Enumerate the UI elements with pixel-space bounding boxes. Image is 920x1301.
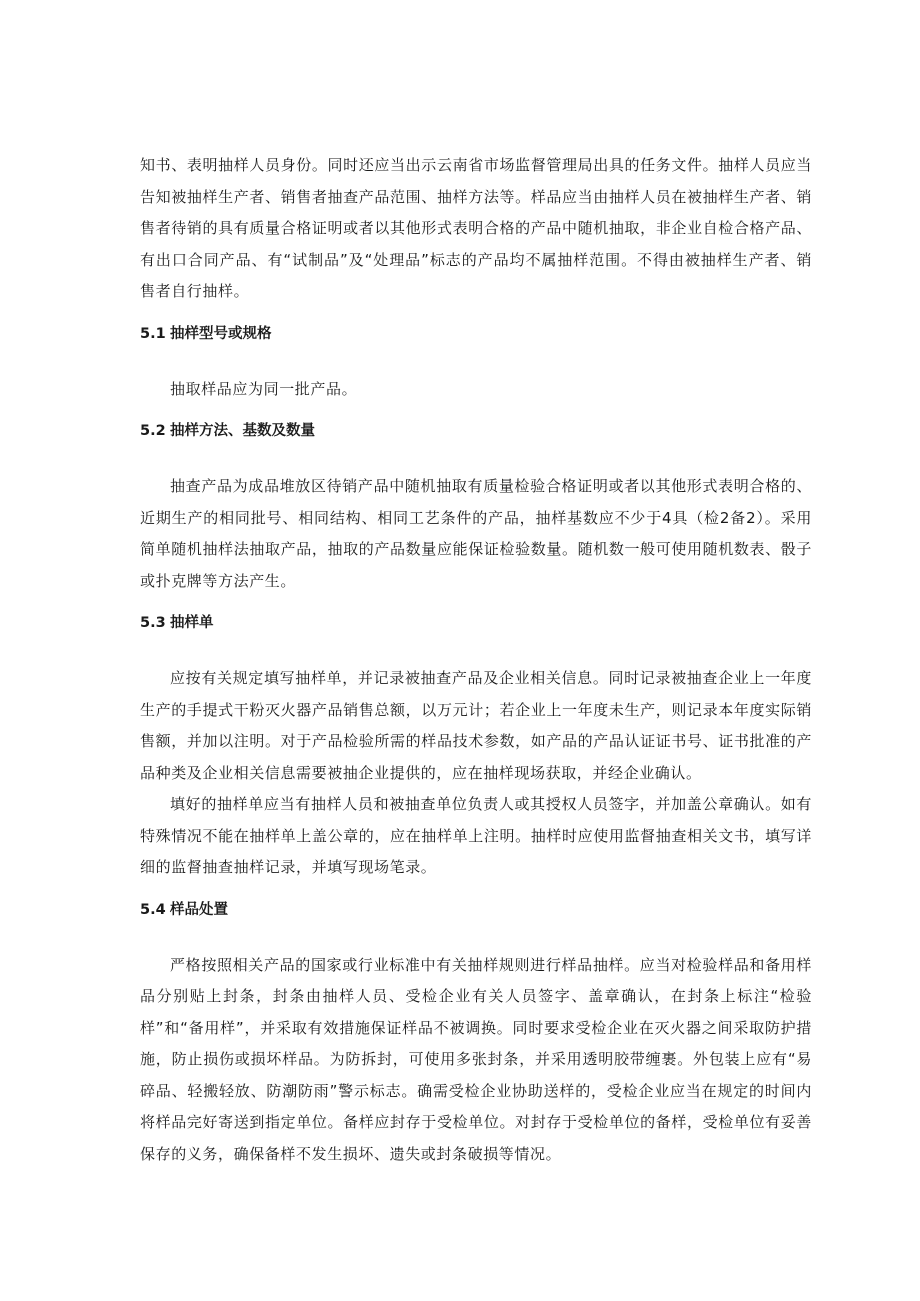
section-title: 抽样方法、基数及数量 [170, 423, 315, 439]
section-heading-5-3 [140, 609, 812, 637]
section-heading-5-1 [140, 320, 812, 348]
section-heading-5-4 [140, 896, 812, 924]
spacer [140, 348, 812, 374]
section-number: 5.4 [140, 901, 166, 918]
section-paragraph: 应按有关规定填写抽样单，并记录被抽查产品及企业相关信息。同时记录被抽查企业上一年度生产的手提式干粉灭火器产品销售总额，以万元计；若企业上一年度未生产，则记录本年度实际销售额，并加以注明。对于产品检验所需的样品技术参数，如产品的产品认证证书号、证书批准的产品种类及企业相关信息需要被抽企业提供的，应在抽样现场获取，并经企业确认。 [140, 669, 812, 782]
spacer [140, 637, 812, 663]
section-paragraph: 严格按照相关产品的国家或行业标准中有关抽样规则进行样品抽样。应当对检验样品和备用样品分别贴上封条，封条由抽样人员、受检企业有关人员签字、盖章确认，在封条上标注“检验样”和“备用样”，并采取有效措施保证样品不被调换。同时要求受检企业在灭火器之间采取防护措施，防止损伤或损坏样品。为防拆封，可使用多张封条，并采用透明胶带缠裹。外包装上应有“易碎品、轻搬轻放、防潮防雨”警示标志。确需受检企业协助送样的，受检企业应当在规定的时间内将样品完好寄送到指定单位。备样应封存于受检单位。对封存于受检单位的备样，受检单位有妥善保存的义务，确保备样不发生损坏、遗失或封条破损等情况。 [140, 955, 812, 1163]
section-paragraph: 抽取样品应为同一批产品。 [170, 379, 358, 398]
section-number: 5.1 [140, 325, 166, 342]
spacer [140, 597, 812, 609]
spacer [140, 884, 812, 896]
section-paragraph: 填好的抽样单应当有抽样人员和被抽查单位负责人或其授权人员签字，并加盖公章确认。如有特殊情况不能在抽样单上盖公章的，应在抽样单上注明。抽样时应使用监督抽查相关文书，填写详细的监督抽查抽样记录，并填写现场笔录。 [140, 795, 812, 876]
spacer [140, 924, 812, 950]
section-number: 5.3 [140, 615, 166, 631]
intro-paragraph: 知书、表明抽样人员身份。同时还应当出示云南省市场监督管理局出具的任务文件。抽样人员应当告知被抽样生产者、销售者抽查产品范围、抽样方法等。样品应当由抽样人员在被抽样生产者、销售者待销的具有质量合格证明或者以其他形式表明合格的产品中随机抽取，非企业自检合格产品、有出口合同产品、有“试制品”及“处理品”标志的产品均不属抽样范围。不得由被抽样生产者、销售者自行抽样。 [140, 156, 812, 300]
section-heading-5-2 [140, 417, 812, 445]
section-paragraph: 抽查产品为成品堆放区待销产品中随机抽取有质量检验合格证明或者以其他形式表明合格的、近期生产的相同批号、相同结构、相同工艺条件的产品，抽样基数应不少于4具（检2备2）。采用简单随机抽样法抽取产品，抽取的产品数量应能保证检验数量。随机数一般可使用随机数表、骰子或扑克牌等方法产生。 [140, 477, 812, 590]
spacer [140, 445, 812, 471]
section-title: 抽样单 [170, 615, 214, 631]
section-number: 5.2 [140, 423, 166, 439]
section-title: 样品处置 [170, 901, 228, 918]
section-title: 抽样型号或规格 [170, 325, 272, 342]
spacer [140, 308, 812, 320]
spacer [140, 405, 812, 417]
document-page [140, 150, 812, 1170]
